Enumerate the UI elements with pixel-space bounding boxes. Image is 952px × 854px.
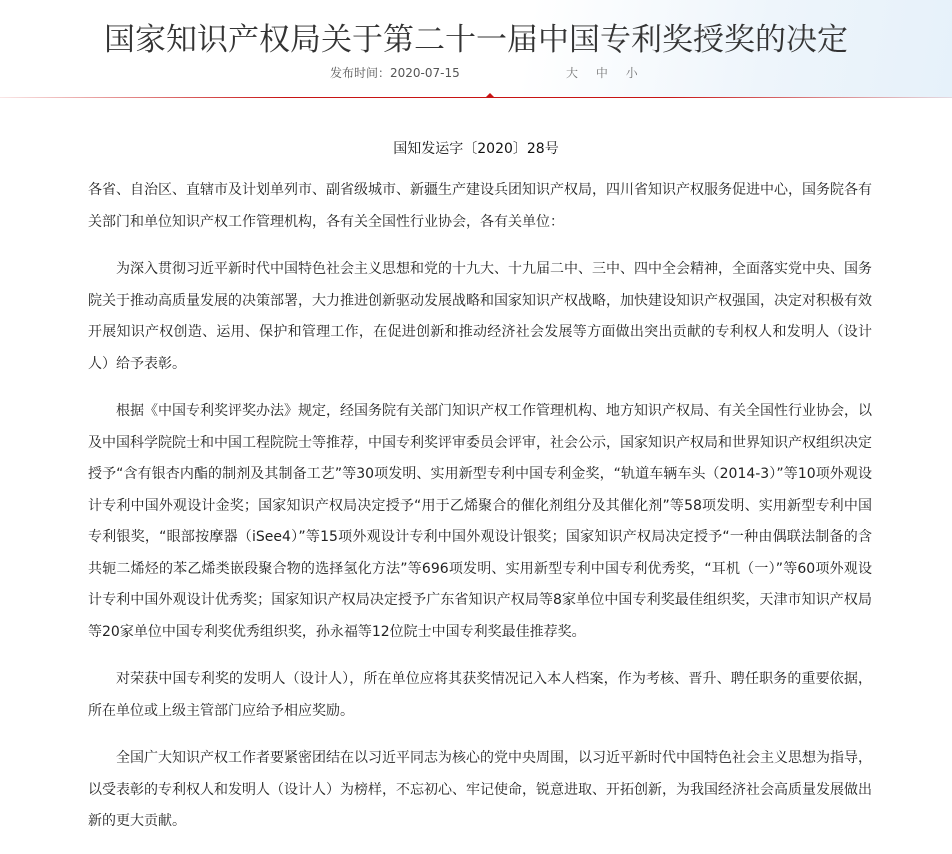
paragraph: 对荣获中国专利奖的发明人（设计人），所在单位应将其获奖情况记入本人档案，作为考核、晋升、聘任职务的重要依据，所在单位或上级主管部门应给予相应奖励。: [88, 671, 872, 719]
paragraph: 为深入贯彻习近平新时代中国特色社会主义思想和党的十九大、十九届二中、三中、四中全会精神，全面落实党中央、国务院关于推动高质量发展的决策部署，大力推进创新驱动发展战略和国家知识产权战略，加快建设知识产权强国，决定对积极有效开展知识产权创造、运用、保护和管理工作，在促进创新和推动经济社会发展等方面做出突出贡献的专利权人和发明人（设计人）给予表彰。: [88, 261, 872, 372]
header-divider: [0, 97, 952, 98]
article-body: [88, 175, 872, 854]
font-size-switcher: [566, 64, 646, 81]
font-size-medium-button[interactable]: 中: [595, 66, 608, 80]
font-size-large-button[interactable]: 大: [566, 66, 579, 80]
paragraph-salutation: 各省、自治区、直辖市及计划单列市、副省级城市、新疆生产建设兵团知识产权局，四川省知识产权服务促进中心，国务院各有关部门和单位知识产权工作管理机构，各有关全国性行业协会，各有关单位：: [88, 182, 872, 230]
font-size-small-button[interactable]: 小: [625, 66, 638, 80]
document-number: 国知发运字〔2020〕28号: [393, 141, 559, 157]
page-title: 国家知识产权局关于第二十一届中国专利奖授奖的决定: [104, 22, 848, 58]
paragraph: 全国广大知识产权工作者要紧密团结在以习近平同志为核心的党中央周围，以习近平新时代中国特色社会主义思想为指导，以受表彰的专利权人和发明人（设计人）为榜样，不忘初心、牢记使命，锐意进取、开拓创新，为我国经济社会高质量发展做出新的更大贡献。: [88, 750, 872, 829]
publish-date: 发布时间：2020-07-15: [330, 66, 460, 80]
divider-triangle-icon: [486, 93, 494, 97]
paragraph: 根据《中国专利奖评奖办法》规定，经国务院有关部门知识产权工作管理机构、地方知识产权局、有关全国性行业协会，以及中国科学院院士和中国工程院院士等推荐，中国专利奖评审委员会评审，社会公示，国家知识产权局和世界知识产权组织决定授予“含有银杏内酯的制剂及其制备工艺”等30项发明、实用新型专利中国专利金奖，“轨道车辆车头（2014-3）”等10项外观设计专利中国外观设计金奖；国家知识产权局决定授予“用于乙烯聚合的催化剂组分及其催化剂”等58项发明、实用新型专利中国专利银奖，“眼部按摩器（iSee4）”等15项外观设计专利中国外观设计银奖；国家知识产权局决定授予“一种由偶联法制备的含共轭二烯烃的苯乙烯类嵌段聚合物的选择氢化方法”等696项发明、实用新型专利中国专利优秀奖，“耳机（一）”等60项外观设计专利中国外观设计优秀奖；国家知识产权局决定授予广东省知识产权局等8家单位中国专利奖最佳组织奖，天津市知识产权局等20家单位中国专利奖优秀组织奖，孙永福等12位院士中国专利奖最佳推荐奖。: [88, 403, 872, 640]
